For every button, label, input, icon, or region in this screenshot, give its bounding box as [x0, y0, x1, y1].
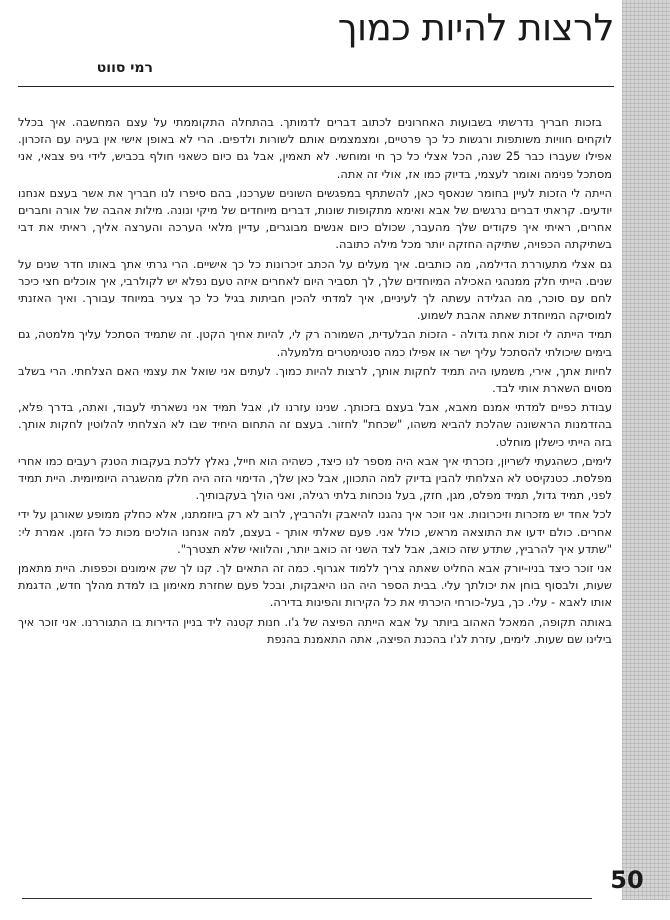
paragraph: לכל אחד יש מזכרות וזיכרונות. אני זוכר איך נהגנו להיאבק ולהרביץ, לרוב לא רק ביוזמתנו, אלא כחלק ממופע שאורגן על ידי אחרים. כולם ידעו את התוצאה מראש, כולל אני. פעם שאלתי אותך - בעצם, למה אנחנו הולכים מכות כל הזמן. אמרת לי: "שתדע איך להרביץ, שתדע שזה כואב, אבל לצד השני זה כואב יותר, והלוואי שלא תצטרך".	[18, 507, 612, 556]
paragraph: עבודת כפיים למדתי אמנם מאבא, אבל בעצם בזכותך. שנינו עזרנו לו, אבל תמיד אני נשארתי לעבוד, ואתה, בדרך פלא, בהזדמנות הראשונה שהלכת להביא משהו, "שכחת" לחזור. בעצם זה התחום היחיד שבו לא הצלחתי להלוטין לחקות אותך. בזה הייתי כישלון מוחלט.	[18, 400, 612, 449]
paragraph: תמיד הייתה לי זכות אחת גדולה - הזכות הבלעדית, השמורה רק לי, להיות אחיך הקטן. זה שתמיד הסתכל עליך מלמטה, גם בימים שיכולתי להסתכל עליך ישר או אפילו כמה סנטימטרים מלמעלה.	[18, 327, 612, 359]
footer-divider	[22, 898, 592, 899]
page-number: 50	[610, 866, 644, 894]
byline-divider	[18, 86, 614, 87]
paragraph: הייתה לי הזכות לעיין בחומר שנאסף כאן, להשתתף במפגשים השונים שערכנו, בהם סיפרו לנו חבריך את אשר בעצם אנחנו יודעים. קראתי דברים נרגשים של אבא ואימא מתקופות שונות, דברים מיוחדים של מיקי ונונה. מילות אהבה של אורה וחברים אחרים, ראיתי איך פקודים שלך מהעבר, שכולם כיום אנשים מבוגרים, עדיין מלאי הערכה והערצה אליך, ראיתי את דבי בשתיקתה הכפויה, שתיקה החזקה יותר מכל מילה כתובה.	[18, 185, 612, 252]
author-byline: רמי סווט	[96, 60, 153, 76]
paragraph: אני זוכר כיצד בניו-יורק אבא החליט שאתה צריך ללמוד אגרוף. כמה זה התאים לך. קנו לך שק אימונים וכפפות. היית מתאמן שעות, ולבסוף בוחן את יכולתך עלי. בבית הספר היה הנו היאבקות, ובכל פעם שחזרת מאימון בו למדת מהלך חדש, הדגמת אותו לאבא - עלי. כך, בעל-כורחי היכרתי את כל הקירות והפינות בדירה.	[18, 561, 612, 610]
article-body	[18, 114, 612, 650]
paragraph: בזכות חבריך נדרשתי בשבועות האחרונים לכתוב דברים לדמותך. בהתחלה התקוממתי על עצם המחשבה. איך בכלל לוקחים חוויות משותפות ורגשות כל כך פרטיים, ומצמצמים אותם לשורות ולדפים. הרי לא באופן אישי אין בעיה עם הזכרון. אפילו שעברו כבר 25 שנה, הכל אצלי כל כך חי ומוחשי. לא תאמין, אבל גם כיום כשאני חולף בכביש, לידי גיפ צבאי, אני מסתכל פנימה ואומר לעצמי, בדיוק כמו אז, אולי זה אתה.	[18, 115, 612, 181]
paragraph: גם אצלי מתעוררת הדילמה, מה כותבים. איך מעלים על הכתב זיכרונות כל כך אישיים. הרי גרתי אתך באותו חדר שנים על שנים. הייתי חלק ממנהגי האכילה המיוחדים שלך, לך תסביר היום לאחרים איזה טעם נפלא יש לקולרבי, איך אוכלים חצי כיכר לחם עם סוכר, מה הגלידה עשתה לך לעיניים, איך למדתי להכין חביתות בגיל כל כך צעיר במיוחד עבורך. ואיך האזנתי למוסיקה המיוחדת שאתה אהבת לשמוע.	[18, 256, 612, 323]
paragraph: באותה תקופה, המאכל האהוב ביותר על אבא הייתה הפיצה של ג'ו. חנות קטנה ליד בניין הדירות בו התגוררנו. אני זוכר איך בילינו שם שעות. לימים, עזרת לג'ו בהכנת הפיצה, אתה התאמנת בהנפת	[18, 614, 612, 646]
paragraph: לחיות אתך, אירי, משמעו היה תמיד לחקות אותך, לרצות להיות כמוך. לעתים אני שואל את עצמי האם הצלחתי. הרי בשלב מסוים השארת אותי לבד.	[18, 363, 612, 396]
paragraph: לימים, כשהגעתי לשריון, נזכרתי איך אבא היה מספר לנו כיצד, כשהיה הוא חייל, נאלץ ללכת בעקבות הטנק רעבים כמו אחרי מפלסת. כטנקיסט לא הצלחתי להבין בדיוק למה התכוון, אבל כאן שלך, הדימוי הזה היה חלק מהשגרה היומיומית. היית תמיד לפני, תמיד גדול, תמיד מפלס, מגן, חזק, בעל נוכחות בלתי רגילה, ואני הולך בעקבותיך.	[18, 453, 612, 503]
article-title: לרצות להיות כמוך	[337, 6, 614, 49]
decorative-side-strip	[622, 0, 670, 900]
